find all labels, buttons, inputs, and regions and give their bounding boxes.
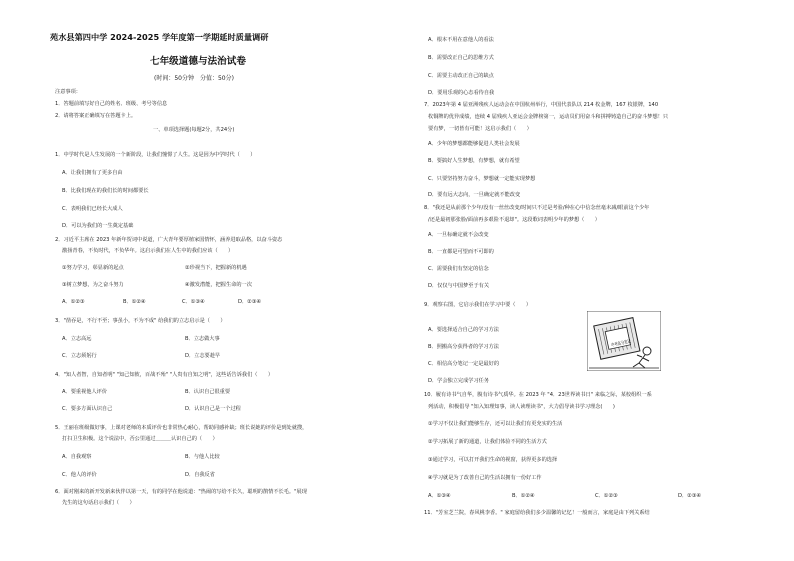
option: D．仅仅与中国梦至于有关 (428, 283, 490, 289)
option: D．学会独立完成学习任务 (428, 378, 490, 384)
option: C．他人的评价 (62, 472, 97, 478)
option: C．需要主动改正自己的缺点 (428, 73, 494, 79)
question-stem: 要有梦，一切皆有可能！这启示我们（ ） (428, 126, 532, 132)
statement: ①努力学习，彰显新的起点 (62, 265, 124, 271)
question-stem: 2．习近平主席在 2023 年新年贺词中说道，广大青年要厚植家国情怀，涵养进取品格，以奋斗姿态 (55, 237, 283, 243)
question-stem: 7．2023年第 4 届亚洲残疾人运动会在中国杭州举行，中国代表队以 214 枚金牌，167 枚银牌，140 (424, 102, 659, 108)
question-stem: 激扬青春，不负时代，不负华年。这启示我们在人生中的我们应该（ ） (62, 248, 234, 254)
question-stem: 10．履有诗书气自华，腹有诗书气质华。在 2023 年 "4．23世界读书日" 来临之际，某校组织一系 (424, 392, 652, 398)
school-title: 苑水县第四中学 2024-2025 学年度第一学期延时质量调研 (50, 32, 269, 42)
option: C．相信高分笔记一定是最好的 (428, 361, 500, 367)
option: D．自我反省 (185, 472, 215, 478)
option: D．要用乐观的心态看待自我 (428, 90, 495, 96)
option: B．照搬高分获得者的学习方法 (428, 344, 499, 350)
option: B．要搞好人生梦想，有梦想，就有希望 (428, 158, 520, 164)
question-stem: 3．"凿吞是，不行不至；事虽小，不为不成" 给我们的立志启示是（ ） (55, 318, 226, 324)
option: C．要多方面认识自己 (62, 406, 113, 412)
option: A．要重视他人评价 (62, 389, 108, 395)
cartoon-illustration (587, 311, 661, 371)
option: D．立志要趁早 (185, 353, 221, 359)
option: D．②③④ (678, 493, 702, 499)
note-item: 2．请将答案正确填写在答题卡上。 (55, 113, 137, 119)
option: C．只要坚持努力奋斗，梦想就一定能实现梦想 (428, 176, 536, 182)
option: B．立志做大事 (185, 336, 220, 342)
option: A．根本不用在意他人的看法 (428, 37, 494, 43)
statement: ④激发潜能，把握生命的一次 (185, 282, 252, 288)
question-stem: 9．观察右图，它启示我们在学习中要（ ） (424, 302, 532, 308)
option: C．表明我们已经长大成人 (62, 206, 123, 212)
note-item: 1．答题前填写好自己的姓名、班级、考号等信息 (55, 101, 168, 107)
option: B．比我们现在的我们长的时间都要长 (62, 188, 149, 194)
option: A．自我观察 (62, 454, 92, 460)
question-stem: 8．"我还是从前那个少年/没有一丝丝改变/时间只不过是考验/种在心中信念丝毫未减/眼前这个少年 (424, 205, 650, 211)
option: C．①③④ (182, 299, 205, 305)
cartoon-label: 中考高分笔记 (610, 338, 639, 349)
question-stem: 打扫卫生积极。这个说法中，否公里通过＿＿＿认识自己的（ ） (62, 436, 218, 442)
statement: ③通过学习，可以打开我们生命的视窗，获得更多的选择 (428, 457, 558, 463)
option: B．①②④ (512, 493, 535, 499)
option: C．需要我们有坚定的信念 (428, 266, 489, 272)
option: A．要选择适合自己的学习方法 (428, 327, 499, 333)
option: B．①②④ (123, 299, 146, 305)
option: A．让我们拥有了更多自由 (62, 170, 123, 176)
option: A．少年的梦想都能够促进人类社会发展 (428, 141, 520, 147)
option: C．立志须躬行 (62, 353, 97, 359)
question-stem: 6．面对刚来的新开发新来伙伴以第一天，有的同学在他说道："热闹的写给不长久，聪明的鹊情不长毛。"展现 (55, 489, 307, 495)
question-stem: 11．"芳室芝兰院，春风桃李香。" 家庭留给我们多少温馨的记忆！一般而言，家庭是由下列关系结 (424, 510, 650, 516)
option: D．要有远大志向，一旦确定就不能改变 (428, 192, 521, 198)
option: A．一旦标确定就不会改变 (428, 232, 489, 238)
question-stem: 先生的这句话启示我们（ ） (62, 500, 135, 506)
option: B．一直都是可望而不可即的 (428, 249, 494, 255)
question-stem: 4．"知人者智，自知者明" "知己知彼，百战不殆" "人贵有自知之明"，这些话告诉我们（ ） (55, 372, 274, 378)
question-stem: 5．王丽在班级做好事，上课对老师的本质评价也非常热心耐心，帮助同感补缺；班长说她的评价是到处就搜， (55, 425, 308, 431)
option: C．①②③ (595, 493, 618, 499)
notes-heading: 注意事项： (55, 89, 81, 95)
exam-title: 七年级道德与法治试卷 (150, 56, 246, 67)
option: A．立志高远 (62, 336, 92, 342)
question-stem: /还是最初那张脸/面前再多艰险不退却"。这段歌词表明少年的梦想（ ） (428, 217, 600, 223)
question-stem: 1．中学时代是人生发展的一个新阶段，让我们憧憬了人生。这是因为中学时代（ ） (55, 152, 256, 158)
option: A．①③④ (428, 493, 451, 499)
statement: ④学习就是为了改善自己的生活以拥有一份好工作 (428, 475, 542, 481)
statement: ③树立梦想，为之奋斗努力 (62, 282, 124, 288)
question-stem: 枚铜牌的优异成绩，连续 4 届残疾人亚运会金牌榜第一，运动员们用奋斗和拼搏铸造自己的奋斗梦想！只 (428, 114, 669, 120)
section-heading: 一、单项选择题(每题2分，共24分) (153, 127, 235, 133)
option: A．①②③ (62, 299, 85, 305)
option: D．可以为我们的一生奠定基础 (62, 223, 134, 229)
option: B．认识自己很重要 (185, 389, 231, 395)
option: D．②③④ (238, 299, 262, 305)
option: B．与他人比较 (185, 454, 220, 460)
statement: ①学习不仅让我们能够生存，还可以让我们有更充实的生活 (428, 421, 563, 427)
time-score: (时间：50分钟 分值：50分) (154, 75, 234, 82)
question-stem: 列活动，积极倡导 "知入知理知事，读人读理读书"，大力倡导读书学习理念( ) (428, 404, 615, 410)
statement: ②学习拓展了新的通道，让我们体验不同的生活方式 (428, 439, 547, 445)
option: D．认识自己是一个过程 (185, 406, 241, 412)
option: B．需要改正自己的思维方式 (428, 55, 494, 61)
statement: ②珍视当下，把握新的机遇 (185, 265, 247, 271)
